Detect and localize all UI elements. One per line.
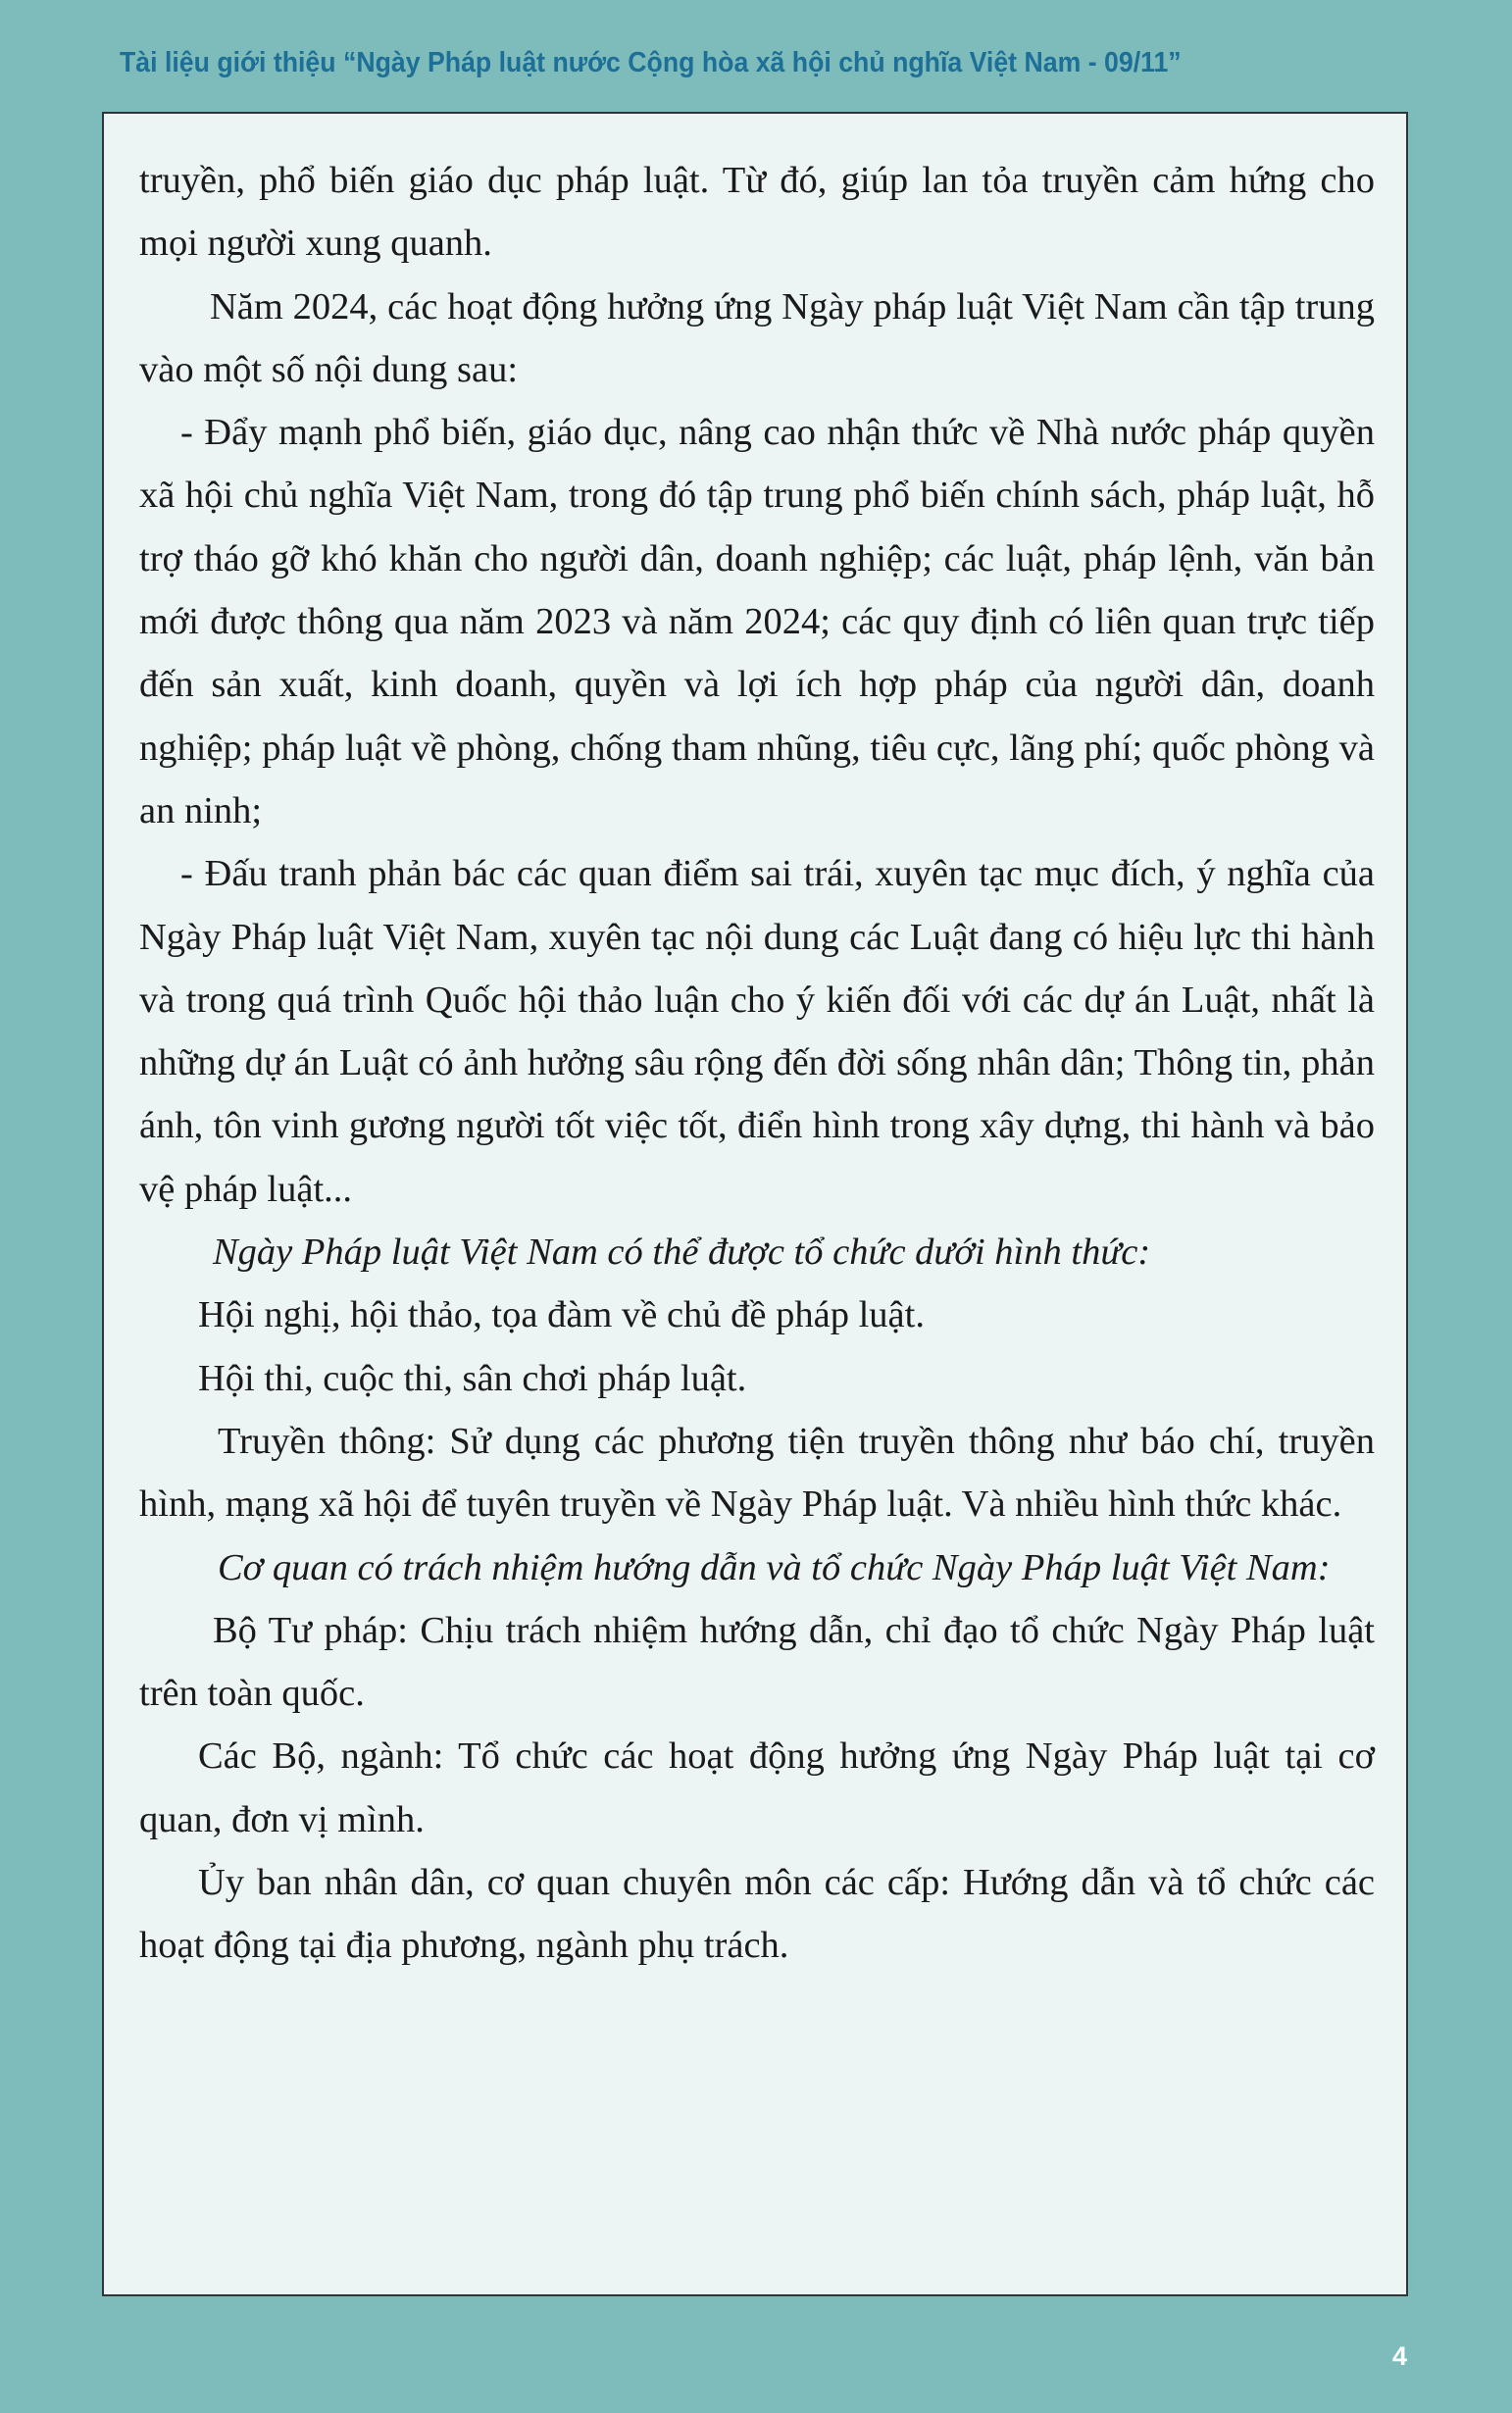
agency-ministry-of-justice: Bộ Tư pháp: Chịu trách nhiệm hướng dẫn, chỉ đạo tổ chức Ngày Pháp luật trên toàn quốc. bbox=[139, 1609, 1375, 1715]
responsible-agencies-heading: Cơ quan có trách nhiệm hướng dẫn và tổ chức Ngày Pháp luật Việt Nam: bbox=[218, 1546, 1331, 1588]
form-media: Truyền thông: Sử dụng các phương tiện truyền thông như báo chí, truyền hình, mạng xã hội để tuyên truyền về Ngày Pháp luật. Và nhiều hình thức khác. bbox=[139, 1420, 1375, 1526]
form-contests: Hội thi, cuộc thi, sân chơi pháp luật. bbox=[198, 1357, 747, 1399]
paragraph-intro-2024: Năm 2024, các hoạt động hưởng ứng Ngày pháp luật Việt Nam cần tập trung vào một số nội dung sau: bbox=[139, 285, 1375, 390]
content-panel bbox=[102, 112, 1408, 2296]
paragraph-continuation: truyền, phổ biến giáo dục pháp luật. Từ đó, giúp lan tỏa truyền cảm hứng cho mọi người xung quanh. bbox=[139, 160, 1375, 265]
form-conferences: Hội nghị, hội thảo, tọa đàm về chủ đề pháp luật. bbox=[198, 1294, 925, 1336]
forms-heading: Ngày Pháp luật Việt Nam có thể được tổ chức dưới hình thức: bbox=[213, 1232, 1151, 1274]
bullet-promote-education: - Đẩy mạnh phổ biến, giáo dục, nâng cao nhận thức về Nhà nước pháp quyền xã hội chủ nghĩa Việt Nam, trong đó tập trung phổ biến chính sách, pháp luật, hỗ trợ tháo gỡ khó khăn cho người dân, doanh nghiệp; các luật, pháp lệnh, văn bản mới được thông qua năm 2023 và năm 2024; các quy định có liên quan trực tiếp đến sản xuất, kinh doanh, quyền và lợi ích hợp pháp của người dân, doanh nghiệp; pháp luật về phòng, chống tham nhũng, tiêu cực, lãng phí; quốc phòng và an ninh; bbox=[139, 412, 1375, 831]
body-text bbox=[139, 149, 1375, 1978]
document-header-title: Tài liệu giới thiệu “Ngày Pháp luật nước Cộng hòa xã hội chủ nghĩa Việt Nam - 09/11” bbox=[120, 47, 1182, 78]
agency-peoples-committees: Ủy ban nhân dân, cơ quan chuyên môn các cấp: Hướng dẫn và tổ chức các hoạt động tại địa phương, ngành phụ trách. bbox=[139, 1862, 1375, 1967]
page-number: 4 bbox=[1392, 2341, 1408, 2371]
agency-ministries: Các Bộ, ngành: Tổ chức các hoạt động hưởng ứng Ngày Pháp luật tại cơ quan, đơn vị mình. bbox=[139, 1735, 1375, 1840]
bullet-counter-misinformation: - Đấu tranh phản bác các quan điểm sai trái, xuyên tạc mục đích, ý nghĩa của Ngày Pháp luật Việt Nam, xuyên tạc nội dung các Luật đang có hiệu lực thi hành và trong quá trình Quốc hội thảo luận cho ý kiến đối với các dự án Luật, nhất là những dự án Luật có ảnh hưởng sâu rộng đến đời sống nhân dân; Thông tin, phản ánh, tôn vinh gương người tốt việc tốt, điển hình trong xây dựng, thi hành và bảo vệ pháp luật... bbox=[139, 853, 1375, 1210]
